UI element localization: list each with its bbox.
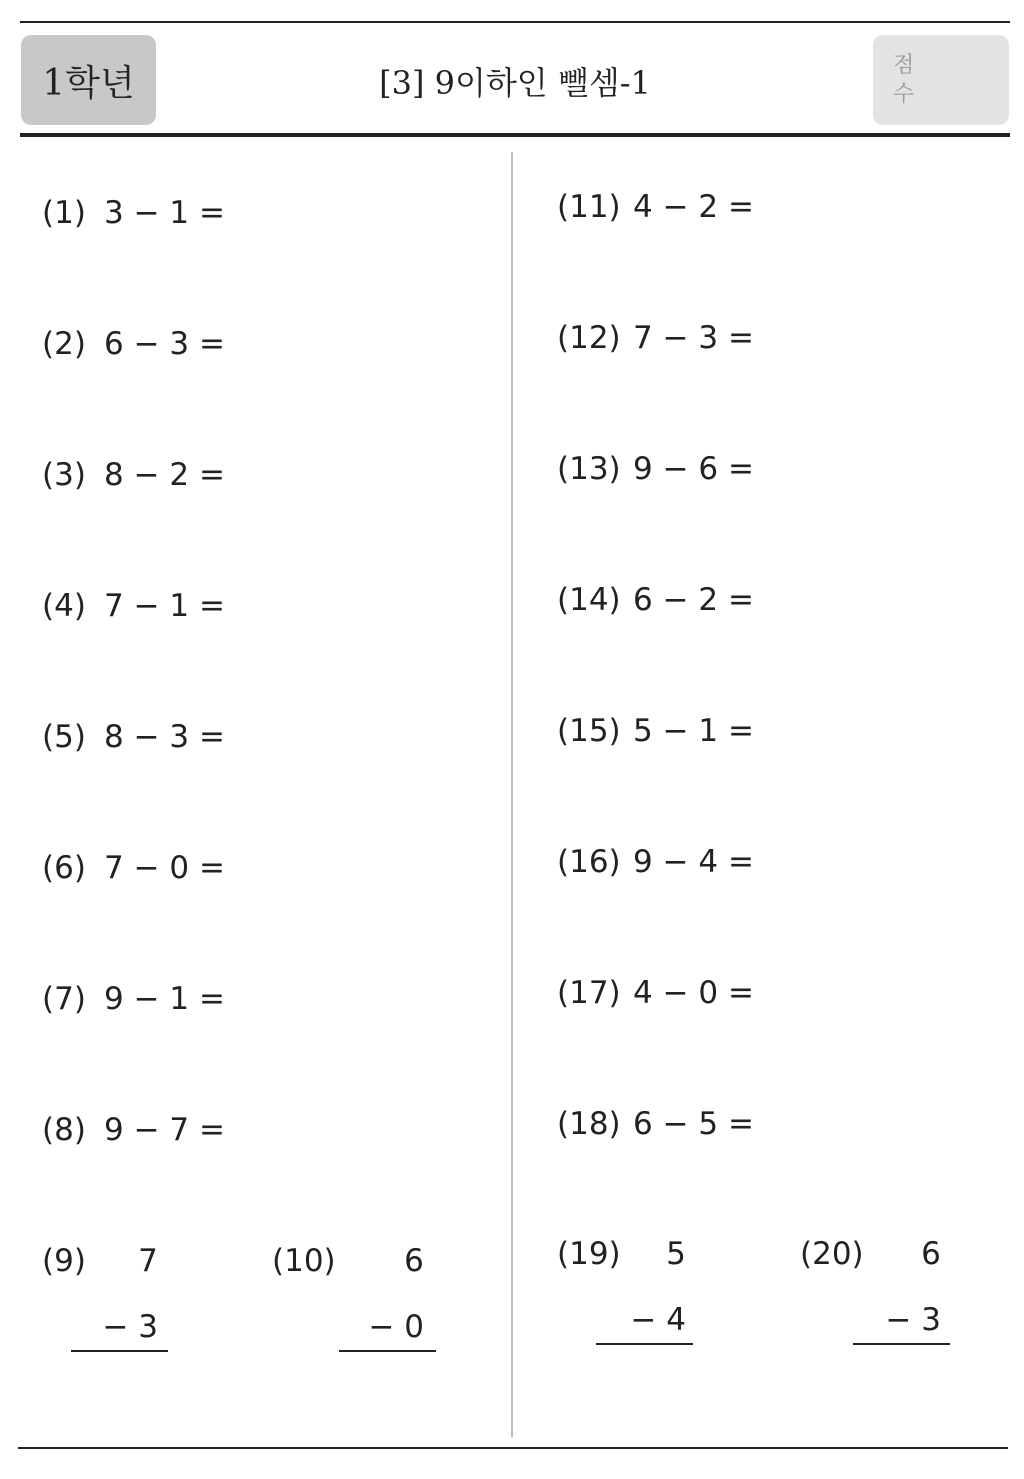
problem-6: [42, 850, 225, 886]
problem-expression: 9 − 4 =: [633, 844, 754, 880]
problem-expression: 3 − 1 =: [104, 195, 225, 231]
problem-expression: 8 − 3 =: [104, 719, 225, 755]
grade-badge: [21, 35, 156, 125]
answer-line: [339, 1350, 436, 1352]
top-rule: [20, 21, 1010, 23]
problem-8: [42, 1112, 225, 1148]
subtrahend: − 4: [630, 1302, 686, 1338]
problem-expression: 9 − 7 =: [104, 1112, 225, 1148]
problem-14: [557, 582, 754, 618]
problem-2: [42, 326, 225, 362]
problem-expression: 4 − 0 =: [633, 975, 754, 1011]
problem-5: [42, 719, 225, 755]
problem-7: [42, 981, 225, 1017]
problem-15: [557, 713, 754, 749]
problem-18: [557, 1106, 754, 1142]
problem-number: (8): [42, 1112, 86, 1148]
problem-number: (1): [42, 195, 86, 231]
answer-line: [71, 1350, 168, 1352]
column-divider: [511, 152, 513, 1437]
problem-expression: 9 − 6 =: [633, 451, 754, 487]
problem-17: [557, 975, 754, 1011]
problem-number: (13): [557, 451, 621, 487]
problem-11: [557, 189, 754, 225]
problem-number: (6): [42, 850, 86, 886]
problem-expression: 6 − 5 =: [633, 1106, 754, 1142]
problem-number: (14): [557, 582, 621, 618]
problem-number: (15): [557, 713, 621, 749]
problem-number: (2): [42, 326, 86, 362]
problem-number: (12): [557, 320, 621, 356]
problem-expression: 7 − 1 =: [104, 588, 225, 624]
problem-16: [557, 844, 754, 880]
problem-9: [42, 1243, 182, 1358]
problem-1: [42, 195, 225, 231]
subtrahend: − 3: [885, 1302, 941, 1338]
problem-expression: 8 − 2 =: [104, 457, 225, 493]
problem-20: [800, 1236, 960, 1351]
subtrahend: − 0: [368, 1309, 424, 1345]
problem-number: (20): [800, 1236, 864, 1272]
problem-number: (9): [42, 1243, 86, 1279]
problem-number: (11): [557, 189, 621, 225]
problem-number: (16): [557, 844, 621, 880]
problem-expression: 4 − 2 =: [633, 189, 754, 225]
problem-4: [42, 588, 225, 624]
answer-line: [596, 1343, 693, 1345]
problem-number: (5): [42, 719, 86, 755]
worksheet-title: [3] 9이하인 뺄셈-1: [379, 64, 651, 102]
problem-number: (10): [272, 1243, 336, 1279]
minuend: 6: [404, 1243, 424, 1279]
problem-3: [42, 457, 225, 493]
problem-expression: 6 − 2 =: [633, 582, 754, 618]
problem-number: (18): [557, 1106, 621, 1142]
problem-12: [557, 320, 754, 356]
problem-number: (4): [42, 588, 86, 624]
subtrahend: − 3: [102, 1309, 158, 1345]
grade-label: 1학년: [42, 62, 135, 104]
answer-line: [853, 1343, 950, 1345]
problem-19: [557, 1236, 707, 1351]
header-rule: [20, 133, 1010, 137]
problem-expression: 7 − 0 =: [104, 850, 225, 886]
problem-13: [557, 451, 754, 487]
problem-expression: 5 − 1 =: [633, 713, 754, 749]
problem-expression: 6 − 3 =: [104, 326, 225, 362]
minuend: 5: [666, 1236, 686, 1272]
score-label: 점수: [893, 53, 915, 107]
problem-10: [272, 1243, 442, 1358]
score-box: [873, 35, 1009, 125]
bottom-rule: [18, 1447, 1008, 1449]
problem-number: (7): [42, 981, 86, 1017]
problem-number: (3): [42, 457, 86, 493]
problem-number: (17): [557, 975, 621, 1011]
problem-expression: 9 − 1 =: [104, 981, 225, 1017]
minuend: 7: [138, 1243, 158, 1279]
problem-number: (19): [557, 1236, 621, 1272]
minuend: 6: [921, 1236, 941, 1272]
problem-expression: 7 − 3 =: [633, 320, 754, 356]
